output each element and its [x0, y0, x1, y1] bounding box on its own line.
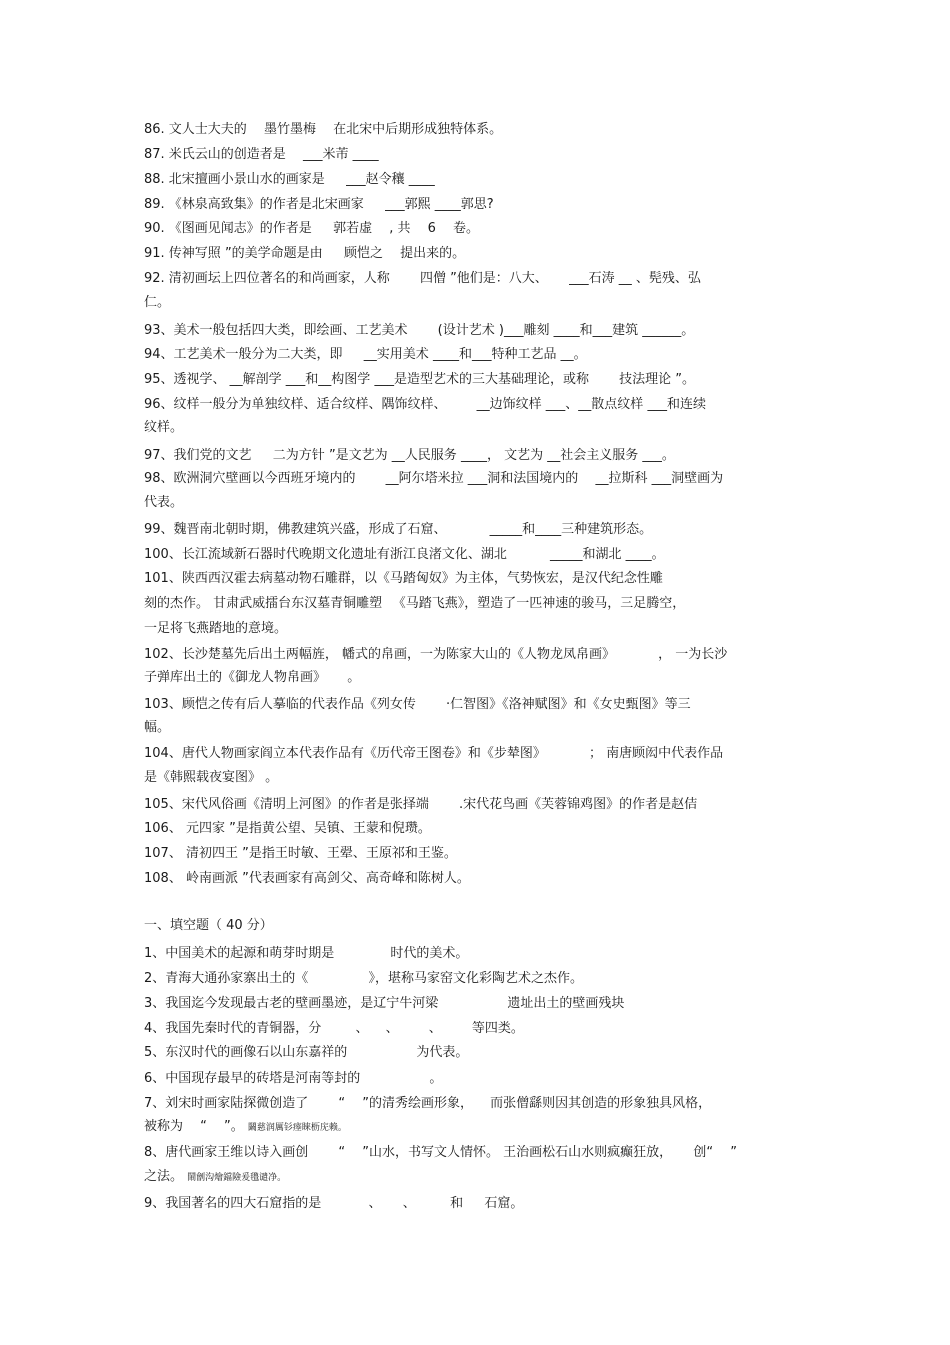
question-line: [144, 1168, 814, 1187]
garbled-note: 鬫慈润厲钐瘗睞枥庑赖。: [247, 1123, 347, 1133]
text-line: 90. 《图画见闻志》的作者是 郭若虚 , 共 6 卷。: [144, 221, 480, 236]
text-line: 105、宋代风俗画《清明上河图》的作者是张择端 .宋代花鸟画《芙蓉锦鸡图》的作者是赵佶: [144, 797, 698, 812]
question-line: 8、唐代画家王维以诗入画创 “ ”山水，书写文人情怀。 王治画松石山水则疯癫狂放， 创“ ”: [144, 1145, 738, 1160]
question-text: 之法。: [144, 1169, 184, 1184]
text-line: 96、纹样一般分为单独纹样、适合纹样、隅饰纹样、 __边饰纹样 ___、__散点纹样 ___和连续: [144, 397, 706, 412]
text-line: 107、 清初四王 ”是指王时敏、王翚、王原祁和王鉴。: [144, 846, 457, 861]
text-line: 89. 《林泉高致集》的作者是北宋画家 ___郭熙 ____郭思?: [144, 197, 494, 212]
text-line: 纹样。: [144, 420, 184, 435]
text-line: 94、工艺美术一般分为二大类，即 __实用美术 ____和___特种工艺品 __。: [144, 347, 587, 362]
question-line: 5、东汉时代的画像石以山东嘉祥的 为代表。: [144, 1045, 469, 1060]
text-line: 93、美术一般包括四大类，即绘画、工艺美术 (设计艺术 )___雕刻 ____和___建筑 ______。: [144, 323, 695, 338]
text-line: 代表。: [144, 495, 184, 510]
question-line: 1、中国美术的起源和萌芽时期是 时代的美术。: [144, 946, 469, 961]
question-line: 6、中国现存最早的砖塔是河南等封的 。: [144, 1071, 443, 1086]
question-line: 7、刘宋时画家陆探微创造了 “ ”的清秀绘画形象， 而张僧繇则因其创造的形象独具风格，: [144, 1096, 712, 1111]
text-line: 仁。: [144, 295, 171, 310]
text-line: 101、陕西西汉霍去病墓动物石雕群，以《马踏匈奴》为主体，气势恢宏，是汉代纪念性雕: [144, 571, 663, 586]
text-line: 是《韩熙载夜宴图》 。: [144, 770, 279, 785]
text-line: 99、魏晋南北朝时期，佛教建筑兴盛，形成了石窟、 _____和____三种建筑形态。: [144, 522, 653, 537]
text-line: 103、顾恺之传有后人摹临的代表作品《列女传 ·仁智图》《洛神赋图》和《女史甄图》等三: [144, 697, 691, 712]
text-line: 104、唐代人物画家阎立本代表作品有《历代帝王图卷》和《步辇图》 ； 南唐顾闳中代表作品: [144, 746, 724, 761]
text-line: 86. 文人士大夫的 墨竹墨梅 在北宋中后期形成独特体系。: [144, 122, 503, 137]
question-line: 4、我国先秦时代的青铜器，分 、 、 、 等四类。: [144, 1021, 524, 1036]
text-line: 100、长江流域新石器时代晚期文化遗址有浙江良渚文化、湖北 _____和湖北 ____。: [144, 547, 665, 562]
text-line: 子弹库出土的《御龙人物帛画》 。: [144, 670, 361, 685]
question-line: 9、我国著名的四大石窟指的是 、 、 和 石窟。: [144, 1196, 524, 1211]
text-line: 幅。: [144, 720, 171, 735]
text-line: 98、欧洲洞穴壁画以今西班牙境内的 __阿尔塔米拉 ___洞和法国境内的 __拉斯科 ___洞壁画为: [144, 471, 724, 486]
text-line: 102、长沙楚墓先后出土两幅旌， 幡式的帛画，一为陈家大山的《人物龙凤帛画》 ， 一为长沙: [144, 647, 728, 662]
text-line: 97、我们党的文艺 二为方针 ”是文艺为 __人民服务 ____， 文艺为 __社会主义服务 ___。: [144, 448, 675, 463]
question-line: [144, 1118, 814, 1137]
text-line: 87. 米氏云山的创造者是 ___米芾 ____: [144, 147, 379, 162]
text-line: 刻的杰作。 甘肃武威擂台东汉墓青铜雕塑 《马踏飞燕》，塑造了一匹神速的骏马，三足腾空，: [144, 596, 686, 611]
text-line: 108、 岭南画派 ”代表画家有高剑父、高奇峰和陈树人。: [144, 871, 470, 886]
text-line: 95、透视学、 __解剖学 ___和__构图学 ___是造型艺术的三大基础理论，或称 技法理论 ”。: [144, 372, 695, 387]
question-line: 2、青海大通孙家寨出土的《 》，堪称马家窑文化彩陶艺术之杰作。: [144, 971, 584, 986]
text-line: 88. 北宋擅画小景山水的画家是 ___赵令穰 ____: [144, 172, 435, 187]
text-line: 一足将飞燕踏地的意境。: [144, 621, 288, 636]
question-line: 3、我国迄今发现最古老的壁画墨迹，是辽宁牛河梁 遗址出土的壁画残块: [144, 996, 625, 1011]
garbled-note: 鬧劊沟燴鐺險爰氇谴净。: [187, 1173, 287, 1183]
section-heading: 一、填空题（ 40 分）: [144, 918, 273, 933]
text-line: 91. 传神写照 ”的美学命题是由 顾恺之 提出来的。: [144, 246, 466, 261]
text-line: 106、 元四家 ”是指黄公望、吴镇、王蒙和倪瓒。: [144, 821, 431, 836]
text-line: 92. 清初画坛上四位著名的和尚画家，人称 四僧 ”他们是：八大、 ___石涛 __ 、髡残、弘: [144, 271, 701, 286]
question-text: 被称为 “ ”。: [144, 1119, 244, 1134]
